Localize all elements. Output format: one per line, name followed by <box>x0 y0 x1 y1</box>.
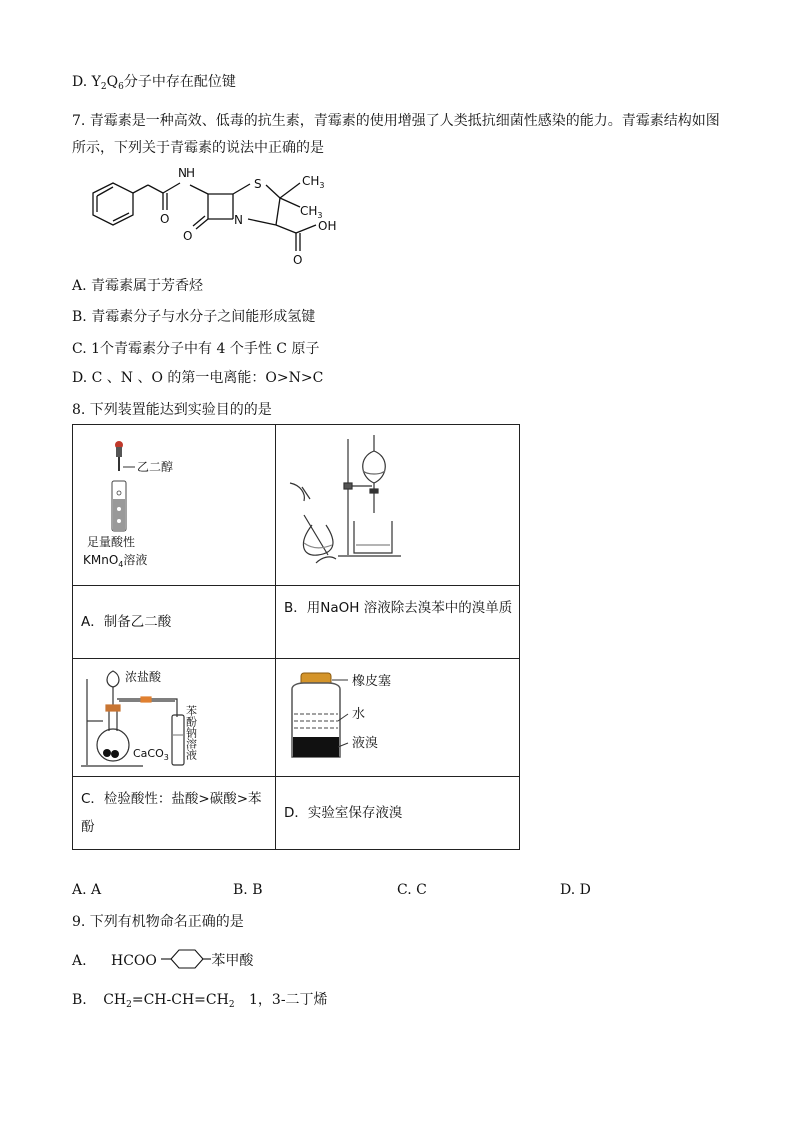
q7-option-b: B. 青霉素分子与水分子之间能形成氢键 <box>72 309 316 325</box>
atom-s: S <box>254 177 262 191</box>
q8-answer-a: A. A <box>72 882 102 898</box>
q8-stem: 8. 下列装置能达到实验目的的是 <box>72 402 272 418</box>
q8-answer-c: C. C <box>397 882 427 898</box>
fig-c-cell <box>73 659 276 777</box>
q8-apparatus-table <box>72 424 520 850</box>
fig-a-cell <box>73 425 276 586</box>
fig-a-apparatus <box>73 425 275 581</box>
fig-a-label-acidic: 足量酸性 <box>87 535 136 549</box>
atom-o-lactam: O <box>183 229 193 243</box>
atom-n-amide: N <box>178 166 187 180</box>
atom-n-ring: N <box>234 213 243 227</box>
q8-answer-d: D. D <box>560 882 591 898</box>
fig-b-cell <box>276 425 520 586</box>
q9-stem: 9. 下列有机物命名正确的是 <box>72 914 244 930</box>
penicillin-structure <box>68 163 358 268</box>
q7-option-c: C. 1个青霉素分子中有 4 个手性 C 原子 <box>72 341 320 357</box>
caption-c: C．检验酸性：盐酸>碳酸>苯酚 <box>81 791 262 835</box>
q9-option-a: A. HCOO 苯甲酸 <box>72 948 253 971</box>
atom-o-carboxyl: O <box>293 253 303 267</box>
q7-option-a: A. 青霉素属于芳香烃 <box>72 278 204 294</box>
atom-o-amide: O <box>160 212 170 226</box>
caption-a-cell <box>73 586 276 659</box>
atom-oh: OH <box>318 219 337 233</box>
q7-stem-line1: 7. 青霉素是一种高效、低毒的抗生素，青霉素的使用增强了人类抵抗细菌性感染的能力。青霉素结构如图 <box>72 113 720 129</box>
caption-d-cell <box>276 777 520 850</box>
q8-answer-b: B. B <box>233 882 263 898</box>
fig-c-label-caco3: CaCO$_3$ <box>133 747 169 762</box>
caption-b: B．用NaOH 溶液除去溴苯中的溴单质 <box>284 600 513 616</box>
fig-c-label-hcl: 浓盐酸 <box>125 670 162 684</box>
fig-c-apparatus <box>73 659 275 772</box>
fig-d-label-water: 水 <box>352 707 366 722</box>
fig-d-label-liquid-bromine: 液溴 <box>352 736 379 751</box>
fig-d-label-rubber-stopper: 橡皮塞 <box>352 674 392 689</box>
caption-a: A．制备乙二酸 <box>81 614 172 630</box>
caption-c-cell <box>73 777 276 850</box>
caption-d: D．实验室保存液溴 <box>284 805 403 821</box>
fig-c-label-sodium-phenoxide: 苯酚钠溶液 <box>184 705 198 760</box>
q6-option-d: D. $Y_2Q_6$分子中存在配位键 <box>72 74 236 92</box>
methyl-1: $CH_3$ <box>302 174 325 190</box>
q9-option-b: B. $CH_2=CH-CH=CH_2$ 1，3-二丁烯 <box>72 992 328 1010</box>
fig-a-label-ethylene-glycol: 乙二醇 <box>137 460 174 474</box>
methyl-2: $CH_3$ <box>300 204 323 220</box>
fig-a-label-kmno4: KMnO$_4$溶液 <box>83 553 148 569</box>
caption-b-cell <box>276 586 520 659</box>
fig-d-cell <box>276 659 520 777</box>
atom-h: H <box>186 166 196 180</box>
fig-b-apparatus <box>276 425 519 581</box>
q7-stem-line2: 所示，下列关于青霉素的说法中正确的是 <box>72 140 324 156</box>
q7-option-d: D. C 、N 、O 的第一电离能：O>N>C <box>72 370 324 386</box>
fig-d-apparatus <box>276 659 519 772</box>
